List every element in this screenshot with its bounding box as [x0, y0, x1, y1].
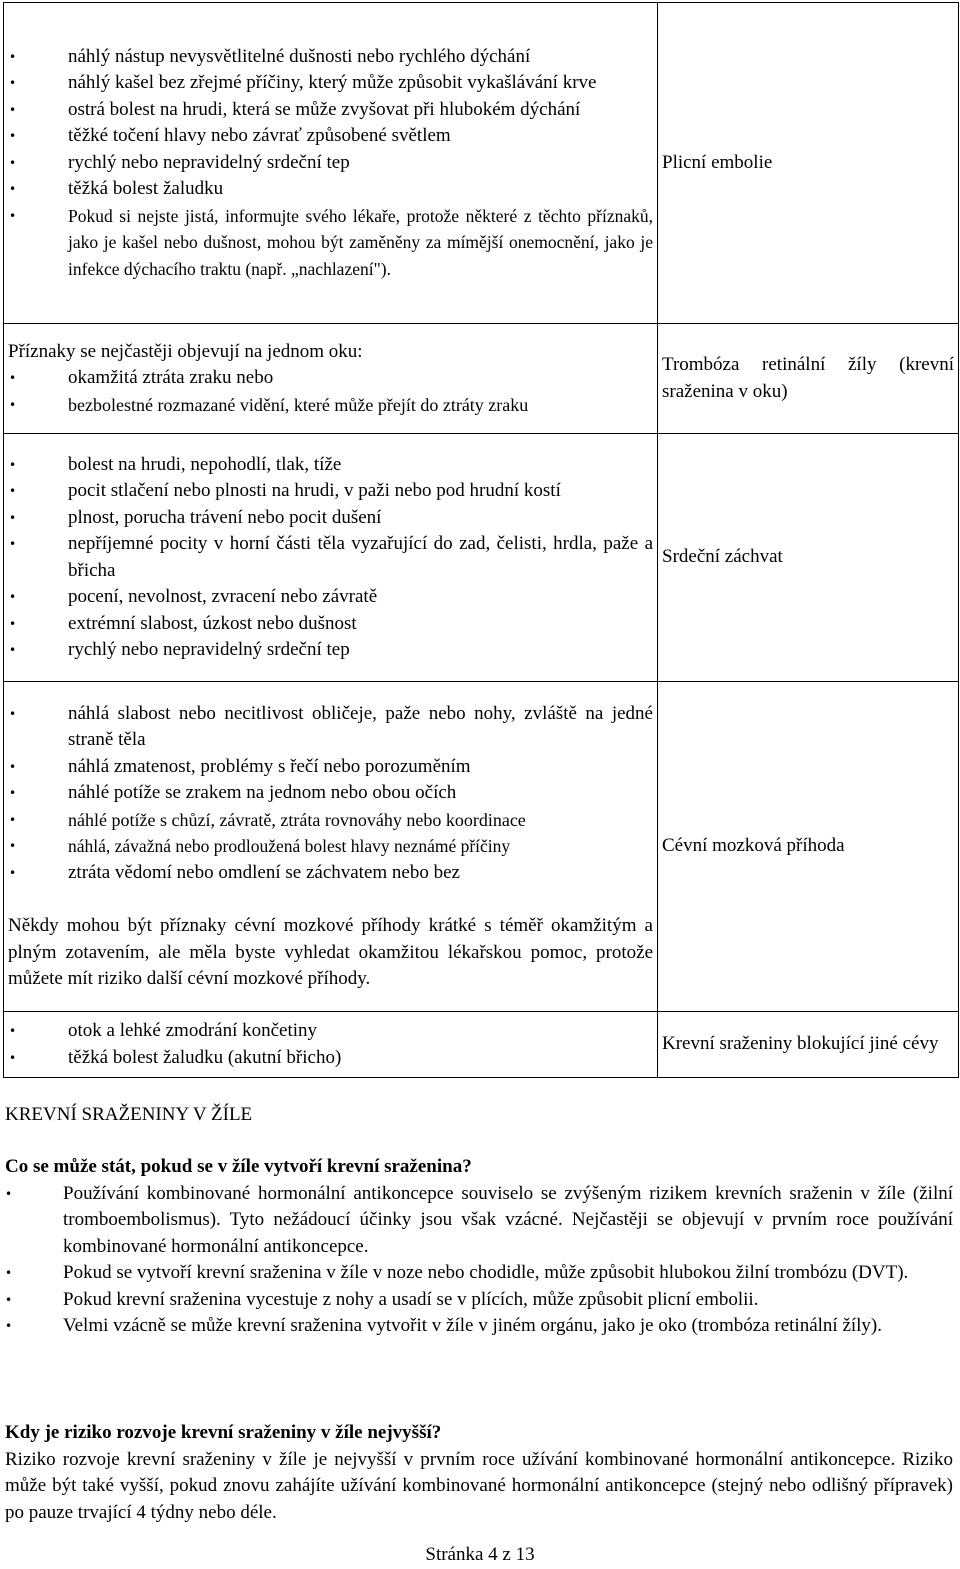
symptoms-cell — [4, 1012, 658, 1078]
list-item: • těžká bolest žaludku (akutní břicho) — [8, 1045, 653, 1072]
section-heading-block — [5, 1102, 953, 1129]
list-item: • pocení, nevolnost, zvracení nebo závratě — [8, 584, 653, 611]
list-item: • náhlý kašel bez zřejmé příčiny, který může způsobit vykašlávání krve — [8, 70, 653, 97]
list-item: • těžké točení hlavy nebo závrať způsobené světlem — [8, 123, 653, 150]
list-item: • Pokud si nejste jistá, informujte svého lékaře, protože některé z těchto příznaků, jako je kašel nebo dušnost, mohou být zaměněny za mímější onemocnění, jako je infekce dýchacího traktu (např. „nachlazení"). — [8, 203, 653, 283]
list-item: • náhlé potíže s chůzí, závratě, ztráta rovnováhy nebo koordinace — [8, 807, 653, 834]
list-item: • pocit stlačení nebo plnosti na hrudi, v paži nebo pod hrudní kostí — [8, 478, 653, 505]
condition-cell: Krevní sraženiny blokující jiné cévy — [658, 1012, 959, 1078]
list-item: • bezbolestné rozmazané vidění, které může přejít do ztráty zraku — [8, 392, 653, 419]
question-2-block — [5, 1420, 953, 1526]
list-item: • ztráta vědomí nebo omdlení se záchvatem nebo bez — [8, 860, 653, 887]
question-1-heading: Co se může stát, pokud se v žíle vytvoří krevní sraženina? — [5, 1156, 472, 1177]
list-item: • bolest na hrudi, nepohodlí, tlak, tíže — [8, 452, 653, 479]
table-row — [4, 682, 959, 1012]
list-item: • Pokud se vytvoří krevní sraženina v žíle v noze nebo chodidle, může způsobit hlubokou žilní trombózu (DVT). — [5, 1260, 953, 1287]
list-item: • rychlý nebo nepravidelný srdeční tep — [8, 637, 653, 664]
stroke-note: Někdy mohou být příznaky cévní mozkové příhody krátké s téměř okamžitým a plným zotavením, ale měla byste vyhledat okamžitou lékařskou pomoc, protože můžete mít riziko další cévní mozkové příhody. — [8, 915, 653, 989]
list-item: • náhlá, závažná nebo prodloužená bolest hlavy neznámé příčiny — [8, 833, 653, 860]
list-item: • otok a lehké zmodrání končetiny — [8, 1018, 653, 1045]
symptom-table — [3, 2, 959, 1078]
row-intro: Příznaky se nejčastěji objevují na jednom oku: — [8, 340, 363, 362]
page-number: Stránka 4 z 13 — [425, 1544, 535, 1565]
symptom-list — [8, 365, 653, 418]
list-item: • těžká bolest žaludku — [8, 176, 653, 203]
list-item: • náhlá slabost nebo necitlivost obličeje, paže nebo nohy, zvláště na jedné straně těla — [8, 701, 653, 754]
symptoms-cell — [4, 3, 658, 324]
section-title: KREVNÍ SRAŽENINY V ŽÍLE — [5, 1104, 253, 1125]
list-item: • náhlá zmatenost, problémy s řečí nebo porozuměním — [8, 754, 653, 781]
list-item: • plnost, porucha trávení nebo pocit dušení — [8, 505, 653, 532]
symptom-list — [8, 452, 653, 664]
question-1-list — [5, 1181, 953, 1340]
question-1-block — [5, 1154, 953, 1340]
symptoms-cell — [4, 324, 658, 434]
question-2-text: Riziko rozvoje krevní sraženiny v žíle je nejvyšší v prvním roce užívání kombinované hormonální antikoncepce. Riziko může být také vyšší, pokud znovu zahájíte užívání kombinované hormonální antikoncepce (stejný nebo odlišný přípravek) po pauze trvající 4 týdny nebo déle. — [5, 1448, 953, 1523]
table-row — [4, 3, 959, 324]
list-item: • nepříjemné pocity v horní části těla vyzařující do zad, čelisti, hrdla, paže a břicha — [8, 531, 653, 584]
list-item: • náhlý nástup nevysvětlitelné dušnosti nebo rychlého dýchání — [8, 44, 653, 71]
condition-cell: Trombóza retinální žíly (krevní sraženina v oku) — [658, 324, 959, 434]
list-item: • extrémní slabost, úzkost nebo dušnost — [8, 611, 653, 638]
list-item: • rychlý nebo nepravidelný srdeční tep — [8, 150, 653, 177]
list-item: • okamžitá ztráta zraku nebo — [8, 365, 653, 392]
table-row — [4, 324, 959, 434]
condition-cell: Plicní embolie — [658, 3, 959, 324]
list-item: • Pokud krevní sraženina vycestuje z nohy a usadí se v plících, může způsobit plicní embolii. — [5, 1287, 953, 1314]
list-item: • ostrá bolest na hrudi, která se může zvyšovat při hlubokém dýchání — [8, 97, 653, 124]
table-row — [4, 434, 959, 682]
condition-cell: Cévní mozková příhoda — [658, 682, 959, 1012]
symptoms-cell — [4, 434, 658, 682]
symptoms-cell — [4, 682, 658, 1012]
question-2-heading: Kdy je riziko rozvoje krevní sraženiny v žíle nejvyšší? — [5, 1422, 442, 1443]
list-item: • Velmi vzácně se může krevní sraženina vytvořit v žíle v jiném orgánu, jako je oko (trombóza retinální žíly). — [5, 1313, 953, 1340]
symptom-list — [8, 44, 653, 283]
symptom-list — [8, 1018, 653, 1071]
list-item: • Používání kombinované hormonální antikoncepce souviselo se zvýšeným rizikem krevních sraženin v žíle (žilní tromboembolismus). Tyto nežádoucí účinky jsou však vzácné. Nejčastěji se objevují v prvním roce používání kombinované hormonální antikoncepce. — [5, 1181, 953, 1261]
table-row — [4, 1012, 959, 1078]
list-item: • náhlé potíže se zrakem na jednom nebo obou očích — [8, 780, 653, 807]
condition-cell: Srdeční záchvat — [658, 434, 959, 682]
symptom-list — [8, 701, 653, 887]
